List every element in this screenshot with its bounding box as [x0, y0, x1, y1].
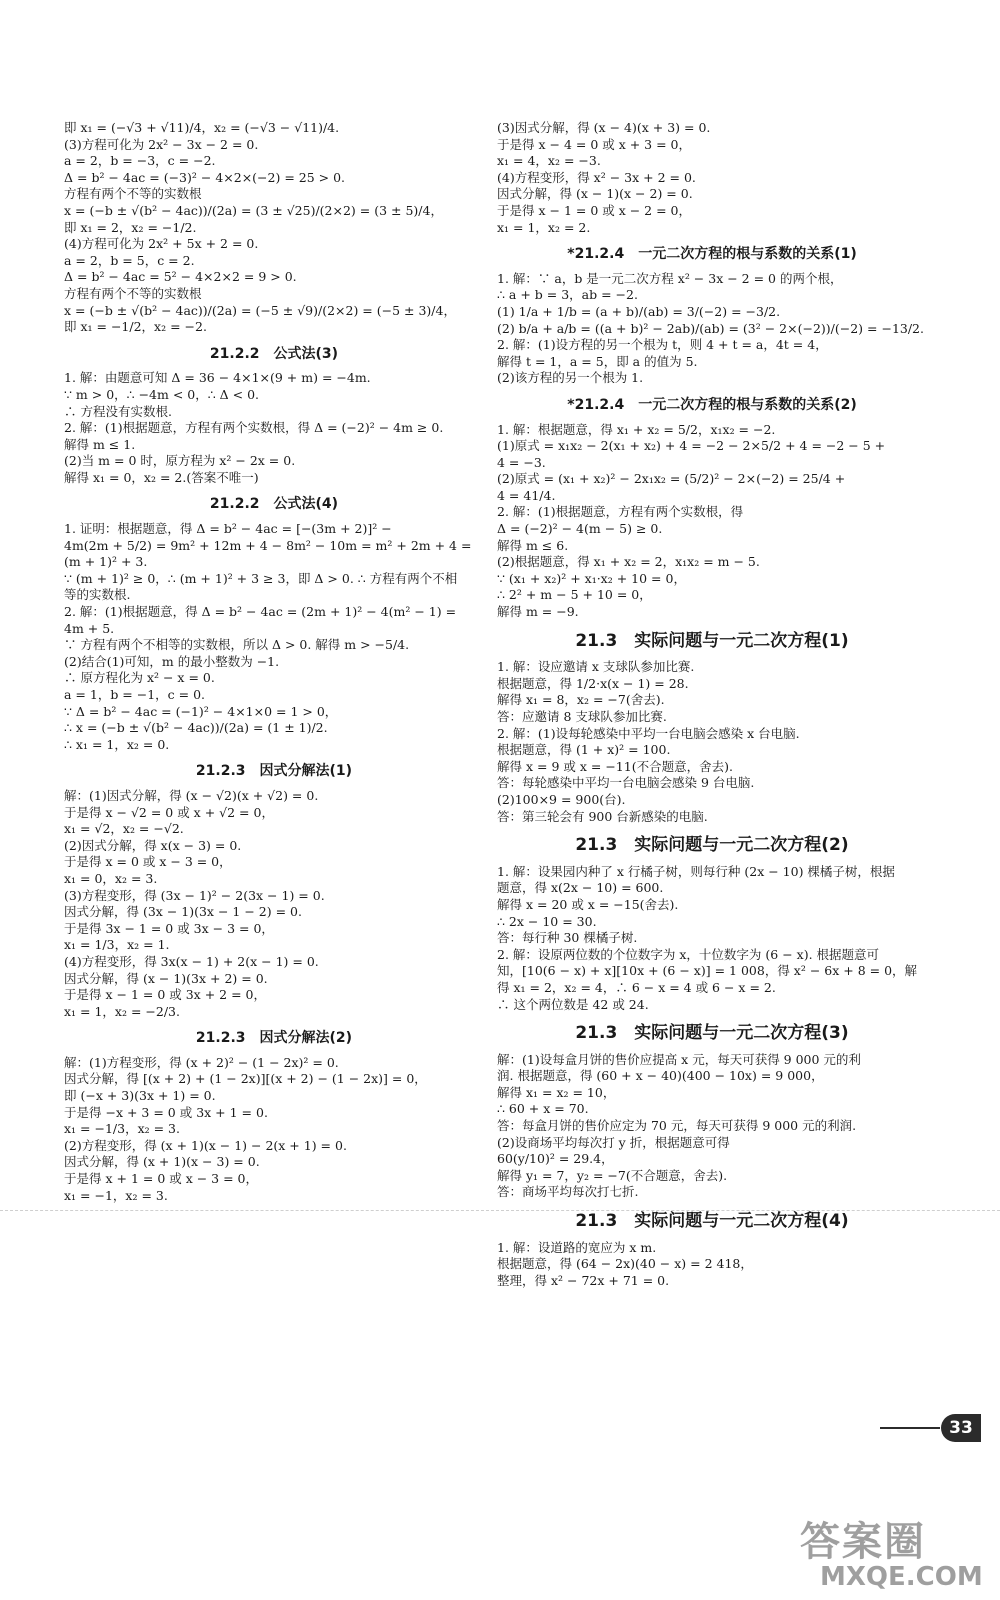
left-column [64, 120, 484, 1204]
section-title: 21.3 实际问题与一元二次方程(4) [575, 1211, 849, 1232]
page-number: 33 [941, 1414, 981, 1442]
answer-line: 根据题意，得 1/2·x(x − 1) = 28. [497, 675, 689, 691]
answer-line: 解：(1)方程变形，得 (x + 2)² − (1 − 2x)² = 0. [64, 1054, 339, 1070]
answer-line: (4)方程变形，得 3x(x − 1) + 2(x − 1) = 0. [64, 953, 319, 969]
answer-line: 于是得 x − √2 = 0 或 x + √2 = 0， [64, 804, 274, 820]
answer-line: 1. 证明：根据题意，得 Δ = b² − 4ac = [−(3m + 2)]² − [64, 521, 392, 537]
answer-line: 方程有两个不等的实数根 [64, 186, 202, 202]
section-title: 21.3 实际问题与一元二次方程(1) [575, 630, 849, 651]
answer-line: ∴ 原方程化为 x² − x = 0. [64, 670, 215, 686]
answer-line: 2. 解：(1)设每轮感染中平均一台电脑会感染 x 台电脑. [497, 725, 800, 741]
right-sec6-block [497, 1240, 927, 1290]
answer-line: (4)方程变形，得 x² − 3x + 2 = 0. [497, 169, 696, 185]
answer-line: 解得 m ≤ 6. [497, 537, 569, 553]
answer-line: 1. 解：设果园内种了 x 行橘子树，则每行种 (2x − 10) 棵橘子树，根据 [497, 863, 895, 879]
fold-divider [0, 1210, 1000, 1211]
left-sec4-block [64, 1055, 484, 1204]
answer-line: 2. 解：(1)根据题意，方程有两个实数根，得 [497, 504, 744, 520]
answer-line: (3)因式分解，得 (x − 4)(x + 3) = 0. [497, 120, 711, 135]
section-title: 21.2.3 因式分解法(1) [195, 763, 353, 780]
answer-line: (m + 1)² + 3. [64, 554, 148, 570]
answer-line: 于是得 −x + 3 = 0 或 3x + 1 = 0. [64, 1104, 268, 1120]
answer-line: 知，[10(6 − x) + x][10x + (6 − x)] = 1 008，得 x² − 6x + 8 = 0，解 [497, 963, 918, 979]
answer-line: 因式分解，得 [(x + 2) + (1 − 2x)][(x + 2) − (1 − 2x)] = 0， [64, 1071, 427, 1087]
answer-line: (4)方程可化为 2x² + 5x + 2 = 0. [64, 236, 259, 252]
answer-line: 于是得 x = 0 或 x − 3 = 0， [64, 854, 232, 870]
section-title: 21.2.2 公式法(3) [209, 345, 339, 362]
right-top-block [497, 120, 927, 236]
answer-line: x₁ = −1/3，x₂ = 3. [64, 1121, 180, 1137]
answer-line: 60(y/10)² = 29.4， [497, 1151, 614, 1167]
answer-line: ∴ a + b = 3，ab = −2. [497, 287, 638, 303]
answer-line: ∵ (m + 1)² ≥ 0，∴ (m + 1)² + 3 ≥ 3，即 Δ > 0. ∴ 方程有两个不相 [64, 570, 458, 586]
answer-line: 方程有两个不等的实数根 [64, 285, 202, 301]
answer-line: 1. 解：设应邀请 x 支球队参加比赛. [497, 659, 695, 675]
answer-line: 4 = 41/4. [497, 487, 556, 503]
answer-line: ∴ 60 + x = 70. [497, 1101, 589, 1117]
page-number-rule [880, 1427, 940, 1429]
answer-line: 解得 y₁ = 7，y₂ = −7(不合题意，舍去). [497, 1167, 728, 1183]
answer-line: (2) b/a + a/b = ((a + b)² − 2ab)/(ab) = (3² − 2×(−2))/(−2) = −13/2. [497, 320, 924, 336]
answer-line: 等的实数根. [64, 587, 131, 603]
answer-line: x₁ = 1，x₂ = 2. [497, 219, 591, 235]
answer-line: 2. 解：(1)设方程的另一个根为 t，则 4 + t = a，4t = 4， [497, 337, 828, 353]
section-title: 21.2.2 公式法(4) [209, 496, 339, 513]
answer-line: ∵ (x₁ + x₂)² + x₁·x₂ + 10 = 0， [497, 570, 686, 586]
answer-line: 于是得 x − 1 = 0 或 3x + 2 = 0， [64, 987, 266, 1003]
section-title: 21.2.3 因式分解法(2) [195, 1030, 353, 1047]
answer-line: (3)方程变形，得 (3x − 1)² − 2(3x − 1) = 0. [64, 887, 325, 903]
left-sec3-block [64, 788, 484, 1020]
answer-line: 整理，得 x² − 72x + 71 = 0. [497, 1272, 670, 1288]
answer-line: (2)该方程的另一个根为 1. [497, 370, 644, 386]
answer-line: (2)100×9 = 900(台). [497, 791, 626, 807]
right-sec1-block [497, 271, 927, 387]
answer-line: 答：每行种 30 棵橘子树. [497, 930, 638, 946]
answer-line: Δ = (−2)² − 4(m − 5) ≥ 0. [497, 521, 663, 537]
answer-line: 1. 解：∵ a，b 是一元二次方程 x² − 3x − 2 = 0 的两个根， [497, 270, 843, 286]
answer-line: 1. 解：设道路的宽应为 x m. [497, 1239, 657, 1255]
answer-line: 解：(1)因式分解，得 (x − √2)(x + √2) = 0. [64, 787, 319, 803]
answer-line: 即 x₁ = 2，x₂ = −1/2. [64, 219, 197, 235]
answer-line: 答：应邀请 8 支球队参加比赛. [497, 709, 667, 724]
answer-line: x₁ = 0，x₂ = 3. [64, 870, 158, 886]
answer-line: 因式分解，得 (x − 1)(3x + 2) = 0. [64, 970, 268, 986]
answer-line: 于是得 3x − 1 = 0 或 3x − 3 = 0， [64, 920, 274, 936]
answer-line: 于是得 x − 4 = 0 或 x + 3 = 0， [497, 136, 692, 152]
right-sec3-block [497, 659, 927, 825]
right-sec2-block [497, 422, 927, 621]
answer-line: 解得 x₁ = 8，x₂ = −7(舍去). [497, 692, 665, 708]
answer-line: 题意，得 x(2x − 10) = 600. [497, 880, 664, 896]
answer-line: 因式分解，得 (x − 1)(x − 2) = 0. [497, 186, 693, 202]
answer-line: 即 x₁ = −1/2，x₂ = −2. [64, 319, 207, 335]
answer-line: ∵ 方程有两个不相等的实数根，所以 Δ > 0. 解得 m > −5/4. [64, 637, 410, 653]
answer-line: x₁ = −1，x₂ = 3. [64, 1187, 168, 1203]
answer-line: 即 (−x + 3)(3x + 1) = 0. [64, 1088, 216, 1104]
answer-line: (2)根据题意，得 x₁ + x₂ = 2，x₁x₂ = m − 5. [497, 554, 760, 570]
left-sec1-block [64, 370, 484, 486]
answer-line: Δ = b² − 4ac = 5² − 4×2×2 = 9 > 0. [64, 269, 297, 285]
answer-line: (3)方程可化为 2x² − 3x − 2 = 0. [64, 136, 259, 152]
answer-line: x₁ = 1/3，x₂ = 1. [64, 937, 170, 953]
answer-line: ∴ 方程没有实数根. [64, 403, 172, 419]
left-sec2-block [64, 521, 484, 753]
answer-line: 润. 根据题意，得 (60 + x − 40)(400 − 10x) = 9 000， [497, 1068, 824, 1084]
section-title: *21.2.4 一元二次方程的根与系数的关系(2) [567, 396, 857, 413]
answer-line: 解得 x₁ = x₂ = 10， [497, 1084, 616, 1100]
answer-line: 解得 m ≤ 1. [64, 436, 136, 452]
answer-line: 2. 解：设原两位数的个位数字为 x，十位数字为 (6 − x). 根据题意可 [497, 946, 880, 962]
answer-line: 4m + 5. [64, 620, 115, 636]
answer-line: (1) 1/a + 1/b = (a + b)/(ab) = 3/(−2) = −3/2. [497, 303, 781, 319]
answer-line: ∴ x = (−b ± √(b² − 4ac))/(2a) = (1 ± 1)/2. [64, 720, 328, 736]
answer-line: 4 = −3. [497, 454, 546, 470]
answer-line: ∵ Δ = b² − 4ac = (−1)² − 4×1×0 = 1 > 0， [64, 703, 338, 719]
answer-line: 解：(1)设每盒月饼的售价应提高 x 元，每天可获得 9 000 元的利 [497, 1051, 861, 1067]
answer-line: 于是得 x + 1 = 0 或 x − 3 = 0， [64, 1171, 259, 1187]
answer-line: 解得 x = 9 或 x = −11(不合题意，舍去). [497, 758, 733, 774]
answer-line: x₁ = √2，x₂ = −√2. [64, 821, 184, 837]
answer-line: 答：每轮感染中平均一台电脑会感染 9 台电脑. [497, 775, 755, 791]
answer-line: (2)方程变形，得 (x + 1)(x − 1) − 2(x + 1) = 0. [64, 1137, 347, 1153]
answer-line: 解得 m = −9. [497, 604, 579, 620]
answer-line: x₁ = 1，x₂ = −2/3. [64, 1003, 180, 1019]
answer-line: 1. 解：由题意可知 Δ = 36 − 4×1×(9 + m) = −4m. [64, 370, 371, 386]
answer-line: 即 x₁ = (−√3 + √11)/4，x₂ = (−√3 − √11)/4. [64, 120, 340, 135]
section-title: *21.2.4 一元二次方程的根与系数的关系(1) [567, 246, 857, 263]
answer-line: 答：第三轮会有 900 台新感染的电脑. [497, 808, 708, 824]
right-column [497, 120, 927, 1289]
answer-line: (2)结合(1)可知，m 的最小整数为 −1. [64, 653, 280, 669]
answer-line: 于是得 x − 1 = 0 或 x − 2 = 0， [497, 202, 692, 218]
answer-line: (2)因式分解，得 x(x − 3) = 0. [64, 837, 242, 853]
answer-line: (2)当 m = 0 时，原方程为 x² − 2x = 0. [64, 453, 296, 469]
left-top-block [64, 120, 484, 336]
answer-line: 答：商场平均每次打七折. [497, 1184, 639, 1200]
section-title: 21.3 实际问题与一元二次方程(3) [575, 1023, 849, 1044]
answer-line: 根据题意，得 (1 + x)² = 100. [497, 742, 671, 758]
answer-line: x₁ = 4，x₂ = −3. [497, 153, 601, 169]
answer-line: 2. 解：(1)根据题意，得 Δ = b² − 4ac = (2m + 1)² − 4(m² − 1) = [64, 604, 457, 620]
watermark-logo: 答案圈 [800, 1519, 926, 1565]
answer-line: ∴ x₁ = 1，x₂ = 0. [64, 736, 170, 752]
right-sec5-block [497, 1052, 927, 1201]
answer-line: 解得 x = 20 或 x = −15(舍去). [497, 896, 679, 912]
answer-line: (2)原式 = (x₁ + x₂)² − 2x₁x₂ = (5/2)² − 2×(−2) = 25/4 + [497, 471, 846, 487]
answer-line: 2. 解：(1)根据题意，方程有两个实数根，得 Δ = (−2)² − 4m ≥ 0. [64, 420, 444, 436]
answer-line: a = 1，b = −1，c = 0. [64, 687, 206, 702]
answer-line: a = 2，b = 5，c = 2. [64, 252, 195, 268]
answer-line: 因式分解，得 (3x − 1)(3x − 1 − 2) = 0. [64, 904, 302, 920]
section-title: 21.3 实际问题与一元二次方程(2) [575, 835, 849, 856]
watermark-url: MXQE.COM [820, 1562, 983, 1592]
answer-line: a = 2，b = −3，c = −2. [64, 153, 216, 169]
answer-line: ∴ 2² + m − 5 + 10 = 0， [497, 587, 652, 603]
answer-line: 解得 t = 1，a = 5，即 a 的值为 5. [497, 353, 698, 369]
answer-line: 1. 解：根据题意，得 x₁ + x₂ = 5/2，x₁x₂ = −2. [497, 421, 776, 437]
answer-line: x = (−b ± √(b² − 4ac))/(2a) = (−5 ± √9)/(2×2) = (−5 ± 3)/4， [64, 302, 456, 318]
answer-line: 得 x₁ = 2，x₂ = 4，∴ 6 − x = 4 或 6 − x = 2. [497, 979, 776, 995]
answer-line: Δ = b² − 4ac = (−3)² − 4×2×(−2) = 25 > 0. [64, 169, 346, 185]
answer-line: 根据题意，得 (64 − 2x)(40 − x) = 2 418， [497, 1256, 753, 1272]
answer-line: 解得 x₁ = 0，x₂ = 2.(答案不唯一) [64, 469, 259, 485]
answer-line: 4m(2m + 5/2) = 9m² + 12m + 4 − 8m² − 10m = m² + 2m + 4 = [64, 537, 472, 553]
answer-line: x = (−b ± √(b² − 4ac))/(2a) = (3 ± √25)/(2×2) = (3 ± 5)/4， [64, 202, 443, 218]
answer-line: 答：每盒月饼的售价应定为 70 元，每天可获得 9 000 元的利润. [497, 1118, 857, 1134]
answer-line: (2)设商场平均每次打 y 折，根据题意可得 [497, 1134, 730, 1150]
answer-line: ∴ 2x − 10 = 30. [497, 913, 597, 929]
answer-line: ∵ m > 0，∴ −4m < 0，∴ Δ < 0. [64, 386, 260, 402]
answer-line: (1)原式 = x₁x₂ − 2(x₁ + x₂) + 4 = −2 − 2×5/2 + 4 = −2 − 5 + [497, 438, 886, 454]
right-sec4-block [497, 864, 927, 1013]
answer-line: ∴ 这个两位数是 42 或 24. [497, 996, 649, 1012]
answer-line: 因式分解，得 (x + 1)(x − 3) = 0. [64, 1154, 260, 1170]
